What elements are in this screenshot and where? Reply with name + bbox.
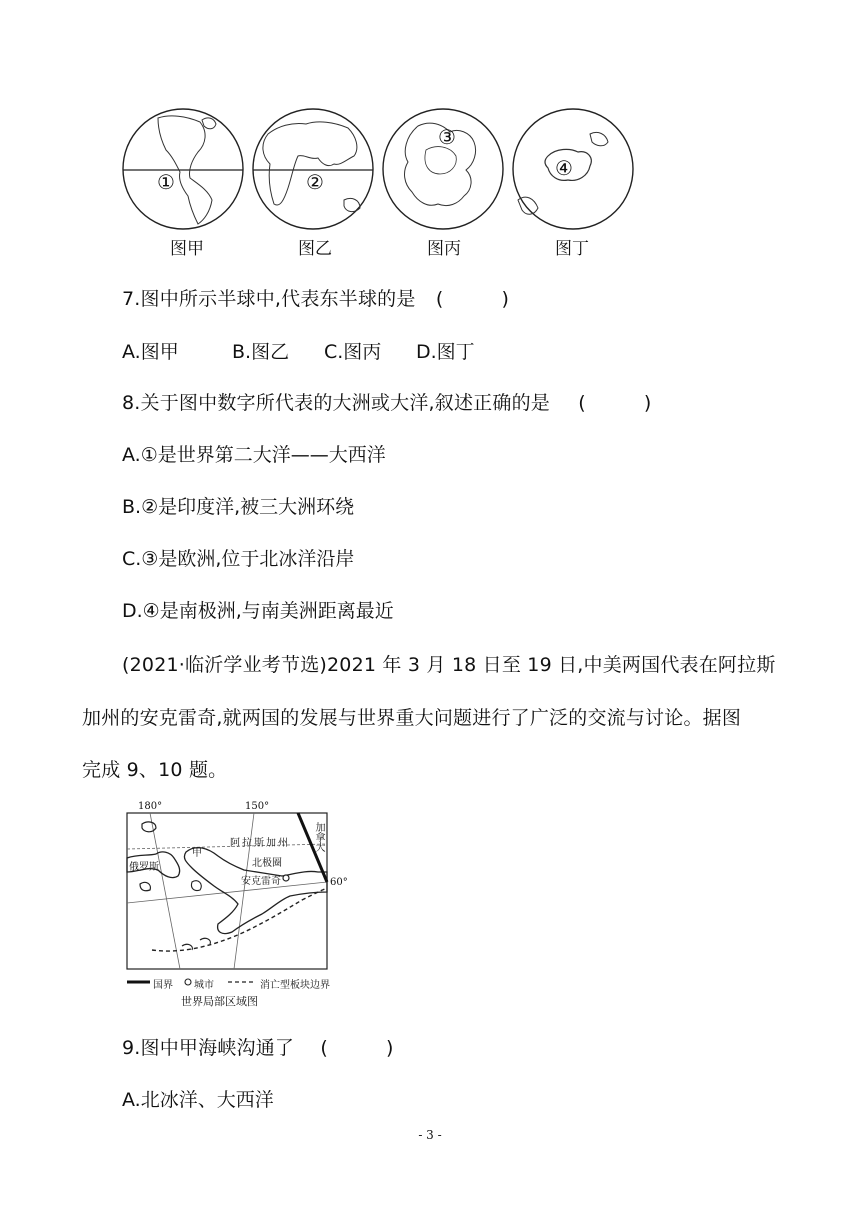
map-legend-city: 城市: [194, 980, 214, 991]
globe-ding: [513, 109, 633, 229]
question-7-option-c[interactable]: C.图丙: [324, 341, 382, 363]
map-legend-plate: 消亡型板块边界: [260, 980, 330, 991]
question-8-stem: 8.关于图中数字所代表的大洲或大洋,叙述正确的是 ( ): [122, 392, 652, 414]
map-lon-180: 180°: [138, 801, 163, 812]
question-7-option-a[interactable]: A.图甲: [122, 341, 179, 363]
question-9-option-a[interactable]: A.北冰洋、大西洋: [122, 1089, 274, 1111]
globe-jia: [123, 109, 243, 229]
question-9-stem: 9.图中甲海峡沟通了 ( ): [122, 1037, 394, 1059]
globe-marker-3: ③: [438, 125, 456, 149]
page-number: - 3 -: [418, 1128, 442, 1142]
globe-caption-jia: 图甲: [170, 239, 204, 259]
question-8-option-a[interactable]: A.①是世界第二大洋——大西洋: [122, 444, 386, 466]
intro-line-1: (2021·临沂学业考节选)2021 年 3 月 18 日至 19 日,中美两国代表在阿拉斯: [122, 654, 776, 676]
intro-line-3: 完成 9、10 题。: [82, 759, 228, 781]
map-label-canada: 加拿大: [313, 822, 324, 852]
map-label-jia: 甲: [192, 848, 202, 859]
globe-caption-yi: 图乙: [298, 239, 332, 259]
question-8-option-d[interactable]: D.④是南极洲,与南美洲距离最近: [122, 600, 394, 622]
globe-caption-bing: 图丙: [427, 239, 461, 259]
globe-caption-ding: 图丁: [555, 239, 589, 259]
globe-marker-4: ④: [555, 156, 573, 180]
map-label-russia: 俄罗斯: [129, 862, 159, 873]
question-8-option-c[interactable]: C.③是欧洲,位于北冰洋沿岸: [122, 548, 355, 570]
map-lon-150: 150°: [245, 801, 270, 812]
globe-marker-2: ②: [306, 170, 324, 194]
globe-yi: [253, 109, 373, 229]
intro-line-2: 加州的安克雷奇,就两国的发展与世界重大问题进行了广泛的交流与讨论。据图: [82, 707, 742, 729]
map-label-arctic: 北极圈: [252, 858, 282, 869]
question-8-option-b[interactable]: B.②是印度洋,被三大洲环绕: [122, 496, 355, 518]
globe-marker-1: ①: [157, 170, 175, 194]
map-lat-60: 60°: [330, 877, 348, 888]
map-label-anchorage: 安克雷奇: [241, 876, 281, 887]
map-label-alaska: 阿拉斯加州: [230, 838, 290, 849]
map-title: 世界局部区域图: [181, 995, 258, 1008]
question-7-option-d[interactable]: D.图丁: [416, 341, 475, 363]
question-7-option-b[interactable]: B.图乙: [232, 341, 290, 363]
map-legend-border: 国界: [153, 980, 173, 991]
question-7-stem: 7.图中所示半球中,代表东半球的是 ( ): [122, 288, 510, 310]
